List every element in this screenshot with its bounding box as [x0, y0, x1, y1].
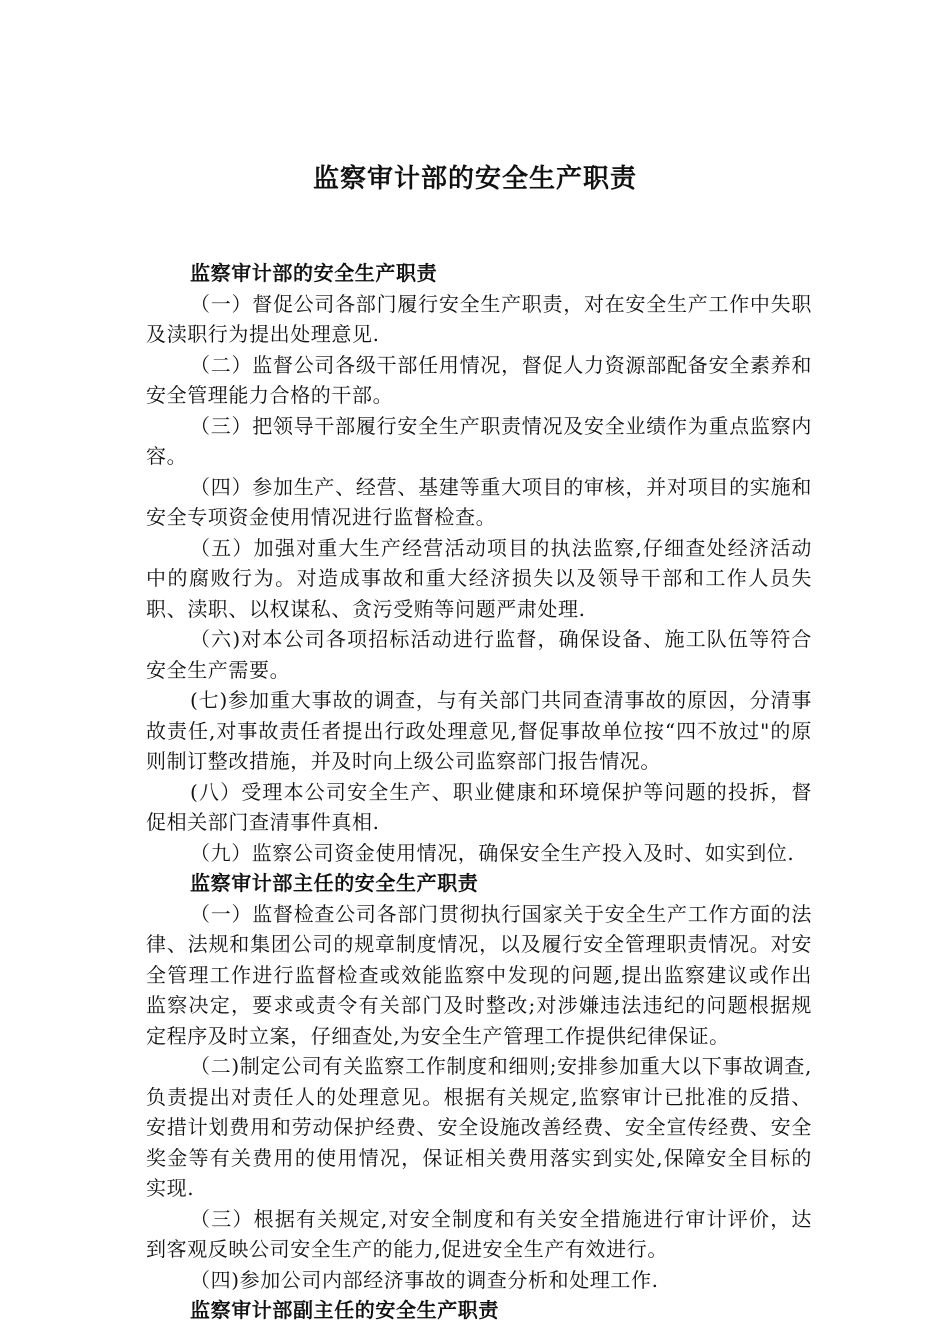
- paragraph: (八）受理本公司安全生产、职业健康和环境保护等问题的投拆，督促相关部门查清事件真相.: [146, 779, 812, 834]
- paragraph: （四）参加生产、经营、基建等重大项目的审核，并对项目的实施和安全专项资金使用情况进行监督检查。: [146, 474, 812, 529]
- paragraph: （三）把领导干部履行安全生产职责情况及安全业绩作为重点监察内容。: [146, 413, 812, 468]
- paragraph: （六)对本公司各项招标活动进行监督，确保设备、施工队伍等符合安全生产需要。: [146, 627, 812, 682]
- paragraph: （三）根据有关规定,对安全制度和有关安全措施进行审计评价，达到客观反映公司安全生产的能力,促进安全生产有效进行。: [146, 1206, 812, 1261]
- paragraph: （四)参加公司内部经济事故的调查分析和处理工作.: [190, 1267, 659, 1292]
- paragraph: （九）监察公司资金使用情况，确保安全生产投入及时、如实到位.: [190, 840, 795, 865]
- paragraph: （一）监督检查公司各部门贯彻执行国家关于安全生产工作方面的法律、法规和集团公司的规章制度情况，以及履行安全管理职责情况。对安全管理工作进行监督检查或效能监察中发现的问题,提出监察建议或作出监察决定，要求或责令有关部门及时整改;对涉嫌违法违纪的问题根据规定程序及时立案，仔细查处,为安全生产管理工作提供纪律保证。: [146, 901, 812, 1048]
- document-title: 监察审计部的安全生产职责: [312, 164, 637, 194]
- paragraph: (七)参加重大事故的调查，与有关部门共同查清事故的原因，分清事故责任,对事故责任者提出行政处理意见,督促事故单位按“四不放过"的原则制订整改措施，并及时向上级公司监察部门报告情况。: [146, 688, 812, 773]
- paragraph: （一）督促公司各部门履行安全生产职责，对在安全生产工作中失职及渎职行为提出处理意见.: [146, 291, 812, 346]
- section-heading: 监察审计部主任的安全生产职责: [190, 871, 479, 895]
- paragraph: （五）加强对重大生产经营活动项目的执法监察,仔细查处经济活动中的腐败行为。对造成事故和重大经济损失以及领导干部和工作人员失职、渎职、以权谋私、贪污受贿等问题严肃处理.: [146, 535, 812, 621]
- paragraph: （二)制定公司有关监察工作制度和细则;安排参加重大以下事故调查,负责提出对责任人的处理意见。根据有关规定,监察审计已批准的反措、安措计划费用和劳动保护经费、安全设施改善经费、安全宣传经费、安全奖金等有关费用的使用情况，保证相关费用落实到实处,保障安全目标的实现.: [146, 1054, 812, 1200]
- section-heading: 监察审计部副主任的安全生产职责: [190, 1298, 499, 1322]
- document-body: [146, 258, 812, 1326]
- section-heading: 监察审计部的安全生产职责: [190, 261, 438, 285]
- paragraph: （二）监督公司各级干部任用情况，督促人力资源部配备安全素养和安全管理能力合格的干部。: [146, 352, 812, 407]
